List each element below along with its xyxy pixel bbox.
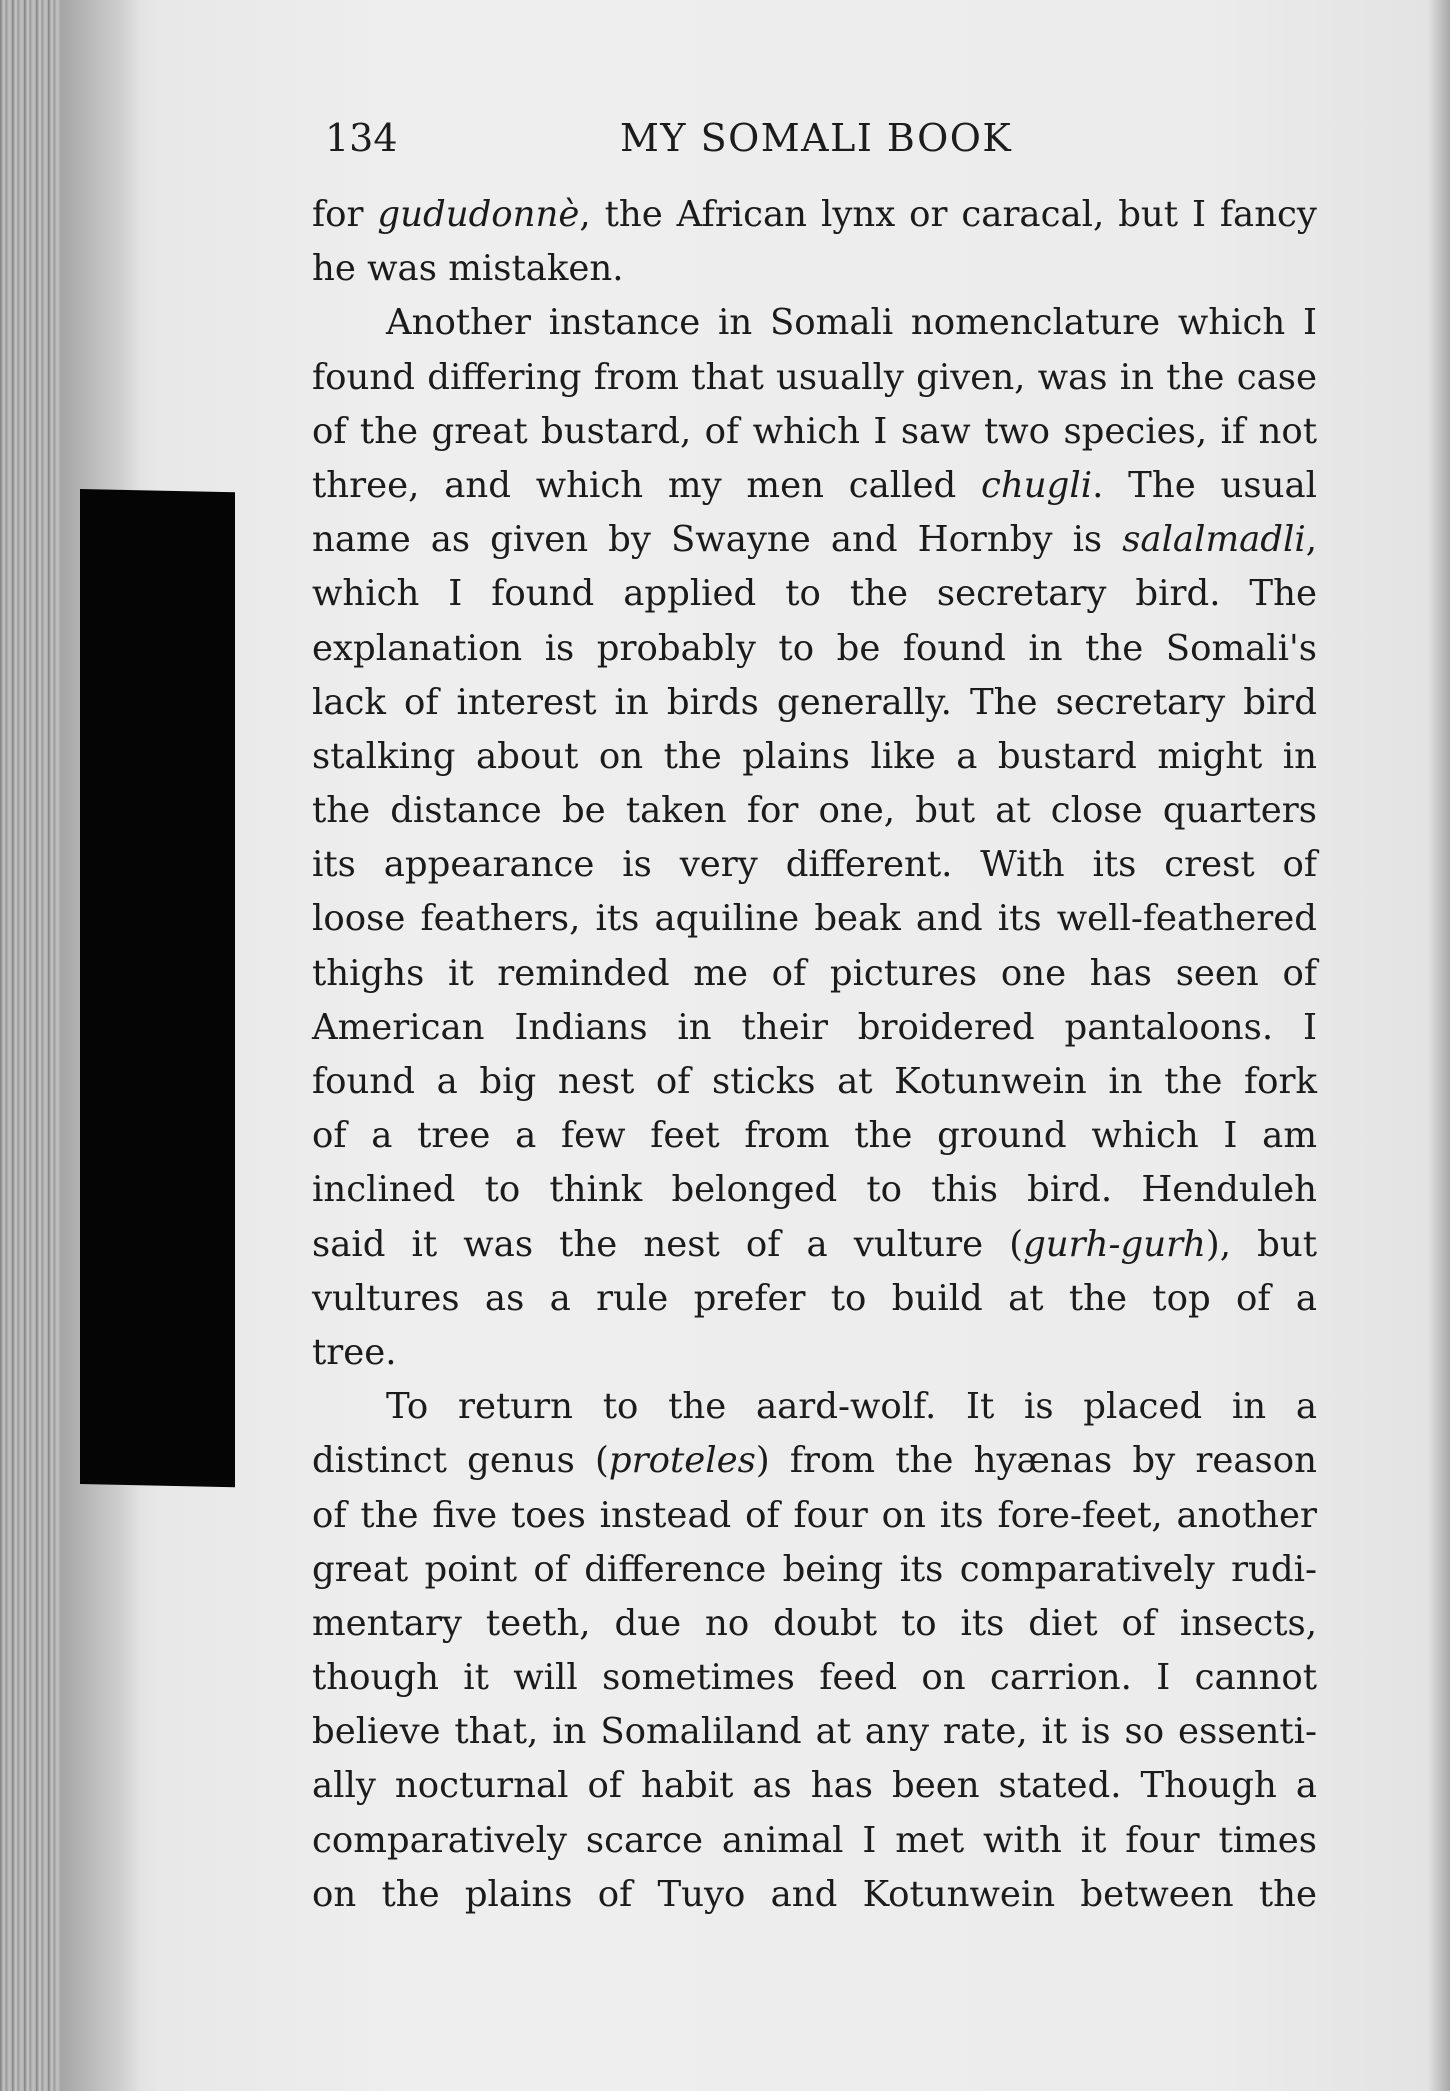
italic-term: chugli — [981, 464, 1093, 506]
text-run: on the plains of Tuyo and Kotunwein between the — [312, 1873, 1317, 1915]
text-line — [312, 838, 1317, 892]
text-line — [312, 1109, 1317, 1163]
text-run: thighs it reminded me of pictures one has seen of — [312, 952, 1317, 994]
text-run: found a big nest of sticks at Kotunwein in the fork — [312, 1061, 1317, 1102]
text-line — [312, 1543, 1317, 1597]
italic-term: proteles — [608, 1440, 756, 1482]
text-line — [312, 1759, 1317, 1813]
text-line — [312, 892, 1317, 946]
text-line — [312, 1272, 1317, 1326]
text-run: name as given by Swayne and Hornby is — [312, 519, 1123, 561]
text-line — [312, 567, 1317, 621]
text-line — [312, 1705, 1317, 1759]
text-run: vultures as a rule prefer to build at the top of a — [312, 1277, 1317, 1319]
text-run: though it will sometimes feed on carrion. I cannot — [312, 1657, 1317, 1699]
text-line — [312, 1489, 1317, 1543]
text-run: explanation is probably to be found in the Somali's — [312, 627, 1317, 669]
text-line — [312, 513, 1317, 567]
text-line — [312, 1055, 1317, 1109]
text-run: , — [1305, 519, 1317, 561]
text-line — [312, 947, 1317, 1001]
text-line — [312, 784, 1317, 838]
body-text — [312, 188, 1317, 1922]
text-run: ), but — [1205, 1223, 1317, 1265]
text-run: its appearance is very different. With its crest of — [312, 844, 1317, 886]
text-run: distinct genus ( — [312, 1440, 609, 1482]
text-run: of the five toes instead of four on its fore-feet, another — [312, 1494, 1317, 1536]
text-run: he was mistaken. — [312, 248, 624, 290]
page-number: 134 — [325, 116, 398, 160]
text-run: lack of interest in birds generally. The secretary bird — [312, 681, 1317, 723]
text-line — [312, 1326, 1317, 1380]
text-run: three, and which my men called — [312, 464, 982, 506]
text-line — [312, 730, 1317, 784]
text-run: of a tree a few feet from the ground which I am — [312, 1115, 1317, 1157]
italic-term: gududonnè — [377, 194, 580, 235]
text-run: tree. — [312, 1331, 397, 1373]
text-run: stalking about on the plains like a bustard might in — [312, 735, 1317, 777]
text-run: found differing from that usually given, was in the case — [312, 356, 1317, 398]
text-line — [312, 1163, 1317, 1217]
text-run: inclined to think belonged to this bird. Henduleh — [312, 1169, 1317, 1211]
text-run: , the African lynx or caracal, but I fancy — [579, 194, 1317, 235]
text-line — [312, 622, 1317, 676]
text-line — [312, 351, 1317, 405]
text-run: which I found applied to the secretary bird. The — [312, 573, 1317, 615]
page-edge-stack — [0, 0, 60, 2091]
text-run: ally nocturnal of habit as has been stated. Though a — [312, 1765, 1317, 1807]
running-header — [325, 110, 1325, 170]
text-line — [312, 188, 1317, 242]
italic-term: gurh-gurh — [1023, 1223, 1206, 1265]
text-line — [312, 1380, 1317, 1434]
text-line — [312, 405, 1317, 459]
text-line — [312, 676, 1317, 730]
text-line — [312, 1434, 1317, 1488]
text-run: for — [312, 194, 378, 235]
text-run: great point of difference being its comparatively rudi- — [312, 1548, 1317, 1590]
running-title: MY SOMALI BOOK — [620, 116, 1013, 160]
text-line — [312, 1651, 1317, 1705]
text-run: loose feathers, its aquiline beak and its well-feathered — [312, 898, 1317, 940]
italic-term: salalmadli — [1122, 519, 1306, 561]
text-run: To return to the aard-wolf. It is placed in a — [386, 1386, 1317, 1428]
text-run: Another instance in Somali nomenclature which I — [386, 302, 1317, 344]
text-run: comparatively scarce animal I met with it four times — [312, 1819, 1317, 1861]
text-run: the distance be taken for one, but at close quarters — [312, 790, 1317, 832]
text-run: . The usual — [1092, 464, 1317, 506]
text-line — [312, 1814, 1317, 1868]
text-run: American Indians in their broidered pantaloons. I — [312, 1006, 1317, 1048]
text-line — [312, 1868, 1317, 1922]
text-line — [312, 1001, 1317, 1055]
text-line — [312, 1597, 1317, 1651]
black-tab-marker — [80, 489, 235, 1487]
text-line — [312, 242, 1317, 296]
text-line — [312, 1218, 1317, 1272]
text-line — [312, 459, 1317, 513]
text-run: ) from the hyænas by reason — [755, 1440, 1317, 1482]
text-run: said it was the nest of a vulture ( — [312, 1223, 1024, 1265]
text-run: mentary teeth, due no doubt to its diet of insects, — [312, 1602, 1317, 1644]
text-run: of the great bustard, of which I saw two species, if not — [312, 410, 1317, 452]
right-edge-shadow — [1428, 0, 1450, 2091]
text-run: believe that, in Somaliland at any rate, it is so essenti- — [312, 1711, 1317, 1753]
text-line — [312, 296, 1317, 350]
